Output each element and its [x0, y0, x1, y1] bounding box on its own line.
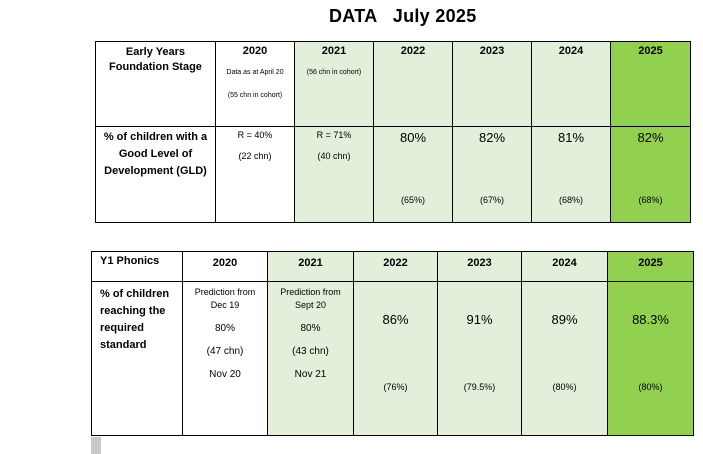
eyfs-header-cell	[96, 42, 216, 127]
eyfs-2023-value	[453, 127, 532, 223]
phonics-2020-value	[183, 282, 268, 436]
prediction-2021-b: Sept 20	[294, 300, 327, 310]
note-2021-cohort: (56 chn in cohort)	[306, 69, 362, 76]
eyfs-col-2022	[374, 42, 453, 127]
gld-2021: R = 71%	[316, 130, 352, 140]
gld-2022: 80%	[399, 130, 427, 145]
phonics-col-2024	[522, 252, 608, 282]
phonics-col-2021	[268, 252, 354, 282]
phonics-2022-value	[354, 282, 438, 436]
eyfs-col-2024	[532, 42, 611, 127]
gld-2021-count: (40 chn)	[317, 151, 351, 161]
gld-2023: 82%	[478, 130, 506, 145]
gld-2020-count: (22 chn)	[238, 151, 272, 161]
phonics-year-2023: 2023	[467, 257, 492, 269]
year-2022: 2022	[400, 45, 426, 57]
phonics-2023: 91%	[466, 312, 493, 327]
phonics-year-2021: 2021	[298, 257, 323, 269]
eyfs-2024-value	[532, 127, 611, 223]
phonics-national-2023: (79.5%)	[463, 382, 496, 392]
eyfs-row-label-cell	[96, 127, 216, 223]
prediction-2021-count: (43 chn)	[292, 346, 329, 357]
phonics-national-2024: (80%)	[552, 382, 577, 392]
prediction-2021-pct: 80%	[300, 323, 321, 334]
phonics-2025-value	[608, 282, 694, 436]
note-2020-cohort	[216, 92, 294, 99]
phonics-year-2024: 2024	[552, 257, 577, 269]
phonics-year-2020: 2020	[212, 257, 238, 269]
year-2024: 2024	[558, 45, 584, 57]
eyfs-header: Early Years Foundation Stage	[109, 46, 202, 73]
prediction-2021-date: Nov 21	[294, 369, 327, 380]
eyfs-2022-value	[374, 127, 453, 223]
national-2022: (65%)	[400, 195, 425, 205]
gld-2020: R = 40%	[237, 130, 273, 140]
eyfs-row-label: % of children with a Good Level of Development (GLD)	[103, 131, 208, 177]
prediction-2020-pct: 80%	[214, 323, 235, 334]
eyfs-col-2021	[295, 42, 374, 127]
eyfs-2021-value	[295, 127, 374, 223]
national-2023: (67%)	[479, 195, 504, 205]
prediction-2021-a: Prediction from	[280, 287, 341, 297]
text-cursor-marker	[91, 437, 101, 454]
phonics-col-2020	[183, 252, 268, 282]
phonics-2021-value	[268, 282, 354, 436]
eyfs-col-2020	[216, 42, 295, 127]
note-2020-cohort-text: (55 chn in cohort)	[227, 92, 283, 99]
eyfs-2020-value	[216, 127, 295, 223]
phonics-2022: 86%	[382, 312, 409, 327]
phonics-col-2022	[354, 252, 438, 282]
phonics-table	[91, 251, 694, 436]
phonics-header-cell	[92, 252, 183, 282]
phonics-2023-value	[438, 282, 522, 436]
phonics-national-2025: (80%)	[638, 382, 663, 392]
prediction-2020-date: Nov 20	[209, 369, 241, 380]
phonics-year-2025: 2025	[638, 257, 663, 269]
phonics-2024-value	[522, 282, 608, 436]
national-2025: (68%)	[638, 195, 663, 205]
eyfs-col-2023	[453, 42, 532, 127]
year-2020: 2020	[242, 45, 268, 57]
eyfs-table	[95, 41, 691, 223]
prediction-2020-a: Prediction from	[194, 287, 256, 297]
phonics-2024: 89%	[551, 312, 578, 327]
year-2023: 2023	[479, 45, 505, 57]
prediction-2020-count: (47 chn)	[206, 346, 244, 357]
phonics-col-2025	[608, 252, 694, 282]
national-2024: (68%)	[558, 195, 583, 205]
phonics-row-label: % of children reaching the required standard	[100, 288, 170, 351]
prediction-2020-b: Dec 19	[210, 300, 240, 310]
eyfs-2025-value	[611, 127, 691, 223]
eyfs-col-2025	[611, 42, 691, 127]
gld-2024: 81%	[557, 130, 585, 145]
gld-2025: 82%	[637, 130, 664, 145]
year-2025: 2025	[638, 45, 663, 57]
title-text: DATA July 2025	[329, 6, 477, 26]
phonics-2025: 88.3%	[632, 312, 669, 327]
note-2020-date: Data as at April 20	[226, 69, 284, 76]
phonics-row-label-cell	[92, 282, 183, 436]
phonics-national-2022: (76%)	[383, 382, 408, 392]
phonics-col-2023	[438, 252, 522, 282]
phonics-header: Y1 Phonics	[100, 255, 160, 267]
phonics-year-2022: 2022	[383, 257, 408, 269]
year-2021: 2021	[321, 45, 347, 57]
